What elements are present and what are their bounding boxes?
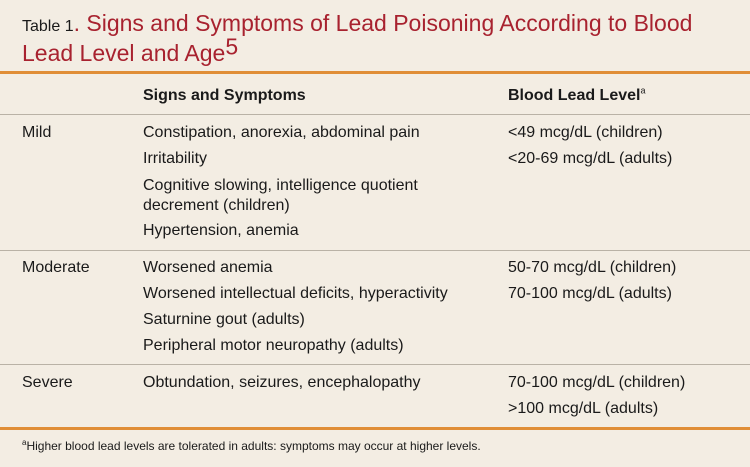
header-level-label: Blood Lead Level [508, 87, 641, 104]
symptom-item: Cognitive slowing, intelligence quotient decrement (children) [143, 177, 418, 214]
bottom-rule [0, 427, 750, 430]
symptom-item: Saturnine gout (adults) [143, 311, 305, 328]
header-divider [0, 114, 750, 115]
header-level-footnote-mark: a [640, 85, 646, 96]
level-item: 50-70 mcg/dL (children) [508, 259, 677, 276]
footnote-text: Higher blood lead levels are tolerated in adults: symptoms may occur at higher levels. [26, 439, 481, 453]
row-divider [0, 250, 750, 251]
table-title [22, 10, 732, 70]
table-title-text: . Signs and Symptoms of Lead Poisoning According to Blood Lead Level and Age [22, 10, 693, 66]
symptom-item: Irritability [143, 150, 208, 167]
top-rule [0, 71, 750, 74]
symptom-item: Obtundation, seizures, encephalopathy [143, 374, 421, 391]
symptom-item: Peripheral motor neuropathy (adults) [143, 337, 404, 354]
level-item: <49 mcg/dL (children) [508, 124, 663, 141]
symptom-item: Worsened anemia [143, 259, 273, 276]
table-label: Table 1 [22, 18, 74, 35]
footnote-mark: a [22, 438, 27, 447]
table-footnote [22, 438, 481, 454]
severity-severe: Severe [22, 374, 73, 391]
level-item: 70-100 mcg/dL (adults) [508, 285, 672, 302]
symptom-item: Hypertension, anemia [143, 222, 299, 239]
symptom-item: Worsened intellectual deficits, hyperactivity [143, 285, 448, 302]
level-item: >100 mcg/dL (adults) [508, 400, 659, 417]
header-blood-lead-level [508, 86, 645, 106]
title-reference: 5 [225, 33, 239, 60]
symptom-item: Constipation, anorexia, abdominal pain [143, 124, 420, 141]
severity-mild: Mild [22, 124, 52, 141]
row-divider [0, 364, 750, 365]
header-signs-symptoms: Signs and Symptoms [143, 87, 306, 104]
level-item: 70-100 mcg/dL (children) [508, 374, 686, 391]
severity-moderate: Moderate [22, 259, 90, 276]
level-item: <20-69 mcg/dL (adults) [508, 150, 673, 167]
